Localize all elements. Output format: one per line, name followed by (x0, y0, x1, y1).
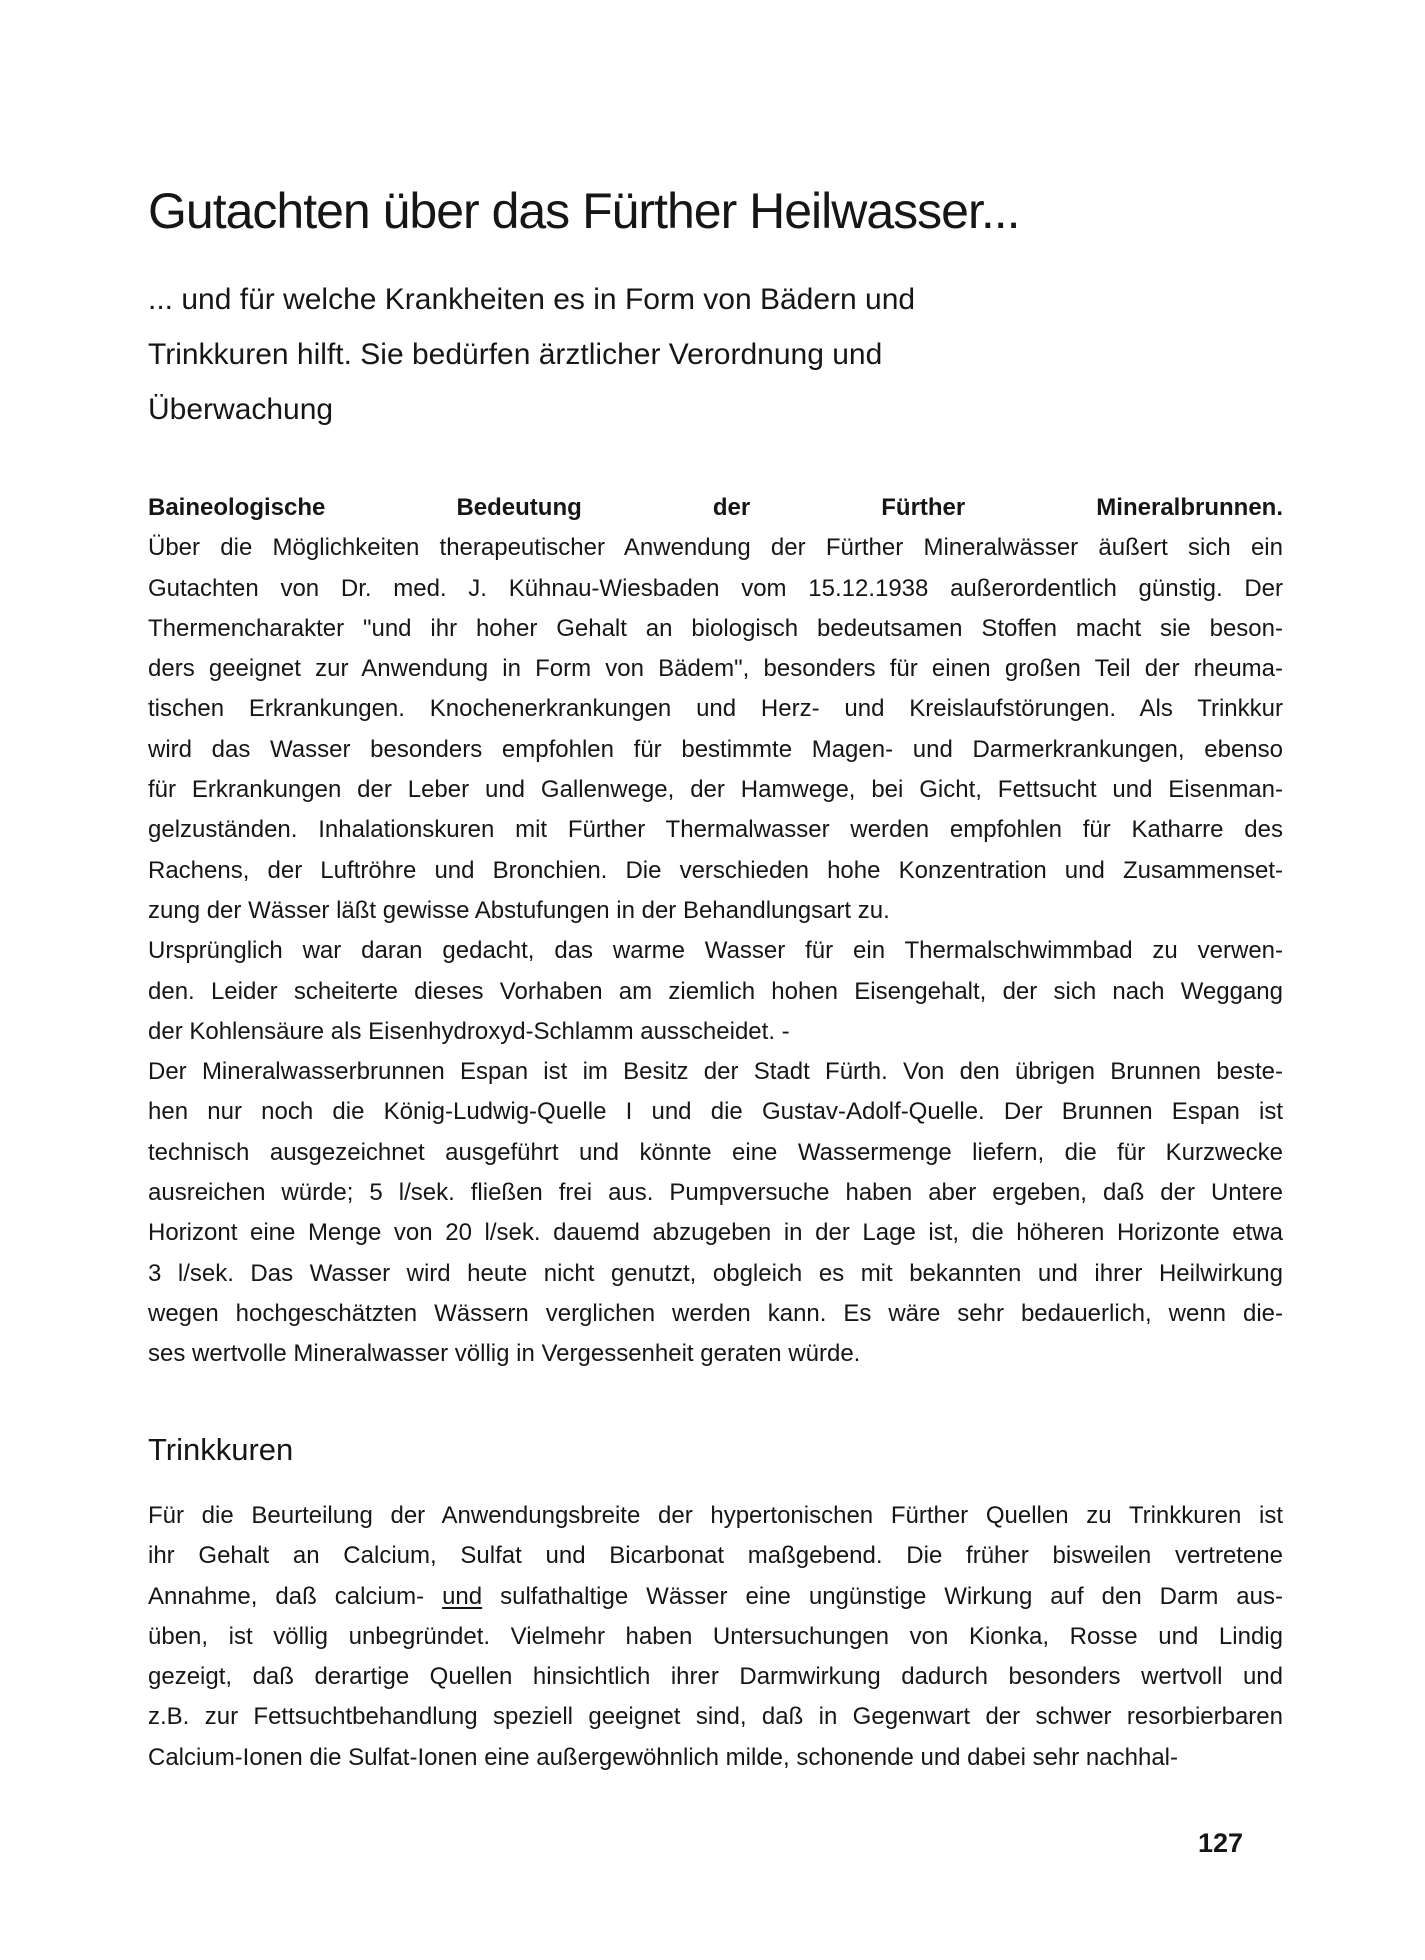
text-line: Rachens, der Luftröhre und Bronchien. Die verschieden hohe Konzentration und Zusammenset- (148, 856, 1283, 884)
text-line: tischen Erkrankungen. Knochenerkrankungen und Herz- und Kreislaufstörungen. Als Trinkkur (148, 695, 1283, 723)
text-segment: Annahme, daß calcium- (148, 1582, 443, 1610)
text-line: ausreichen würde; 5 l/sek. fließen frei aus. Pumpversuche haben aber ergeben, daß der Untere (148, 1179, 1283, 1207)
text-line: Trinkkuren hilft. Sie bedürfen ärztlicher Verordnung und (148, 338, 883, 371)
text-line: z.B. zur Fettsuchtbehandlung speziell geeignet sind, daß in Gegenwart der schwer resorbierbaren (148, 1703, 1283, 1731)
text-line: Für die Beurteilung der Anwendungsbreite der hypertonischen Fürther Quellen zu Trinkkuren ist (148, 1502, 1283, 1529)
text-line: Horizont eine Menge von 20 l/sek. dauemd abzugeben in der Lage ist, die höheren Horizonte etwa (148, 1219, 1283, 1247)
trinkkuren-paragraph (148, 1496, 1283, 1778)
document-title: Gutachten über das Fürther Heilwasser... (148, 183, 1020, 239)
section-balneologie (148, 488, 1283, 1375)
text-segment: sulfathaltige Wässer eine ungünstige Wirkung auf den Darm aus- (482, 1582, 1283, 1610)
text-line: Über die Möglichkeiten therapeutischer Anwendung der Fürther Mineralwässer äußert sich ein (148, 534, 1283, 562)
text-line: 3 l/sek. Das Wasser wird heute nicht genutzt, obgleich es mit bekannten und ihrer Heilwirkung (148, 1259, 1283, 1287)
text-line: wird das Wasser besonders empfohlen für bestimmte Magen- und Darmerkrankungen, ebenso (148, 735, 1283, 763)
text-line: zung der Wässer läßt gewisse Abstufungen in der Behandlungsart zu. (148, 896, 890, 924)
text-line: üben, ist völlig unbegründet. Vielmehr haben Untersuchungen von Kionka, Rosse und Lindig (148, 1622, 1283, 1650)
text-line: hen nur noch die König-Ludwig-Quelle I und die Gustav-Adolf-Quelle. Der Brunnen Espan ist (148, 1098, 1283, 1126)
text-line: gezeigt, daß derartige Quellen hinsichtlich ihrer Darmwirkung dadurch besonders wertvoll und (148, 1663, 1283, 1691)
text-line: ses wertvolle Mineralwasser völlig in Vergessenheit geraten würde. (148, 1340, 861, 1368)
balneologie-paragraph (148, 528, 1283, 1374)
text-line: Ursprünglich war daran gedacht, das warme Wasser für ein Thermalschwimmbad zu verwen- (148, 937, 1283, 965)
underlined-word: und (442, 1582, 483, 1610)
text-line: wegen hochgeschätzten Wässern verglichen werden kann. Es wäre sehr bedauerlich, wenn die- (148, 1299, 1283, 1327)
section-trinkkuren (148, 1496, 1283, 1778)
page-number: 127 (1198, 1828, 1244, 1858)
document-subtitle (148, 272, 1283, 437)
text-line: Der Mineralwasserbrunnen Espan ist im Besitz der Stadt Fürth. Von den übrigen Brunnen beste- (148, 1058, 1283, 1086)
text-line: den. Leider scheiterte dieses Vorhaben am ziemlich hohen Eisengehalt, der sich nach Weggang (148, 977, 1283, 1005)
text-line (148, 1577, 1283, 1617)
text-line: ihr Gehalt an Calcium, Sulfat und Bicarbonat maßgebend. Die früher bisweilen vertretene (148, 1542, 1283, 1570)
text-line: für Erkrankungen der Leber und Gallenwege, der Hamwege, bei Gicht, Fettsucht und Eisenman- (148, 776, 1283, 804)
text-line: Thermencharakter "und ihr hoher Gehalt an biologisch bedeutsamen Stoffen macht sie beson- (148, 614, 1283, 642)
text-line: technisch ausgezeichnet ausgeführt und könnte eine Wassermenge liefern, die für Kurzwecke (148, 1138, 1283, 1166)
text-line: Gutachten von Dr. med. J. Kühnau-Wiesbaden vom 15.12.1938 außerordentlich günstig. Der (148, 574, 1283, 602)
text-line: ... und für welche Krankheiten es in Form von Bädern und (148, 283, 916, 316)
text-line: der Kohlensäure als Eisenhydroxyd-Schlamm ausscheidet. - (148, 1017, 790, 1045)
text-line: gelzuständen. Inhalationskuren mit Fürther Thermalwasser werden empfohlen für Katharre des (148, 816, 1283, 844)
text-line: ders geeignet zur Anwendung in Form von Bädem", besonders für einen großen Teil der rheuma- (148, 655, 1283, 683)
balneologie-heading: Baineologische Bedeutung der Fürther Mineralbrunnen. (148, 494, 1283, 521)
text-line: Calcium-Ionen die Sulfat-Ionen eine außergewöhnlich milde, schonende und dabei sehr nachhal- (148, 1743, 1178, 1771)
text-line: Überwachung (148, 393, 334, 426)
trinkkuren-heading: Trinkkuren (148, 1432, 294, 1467)
